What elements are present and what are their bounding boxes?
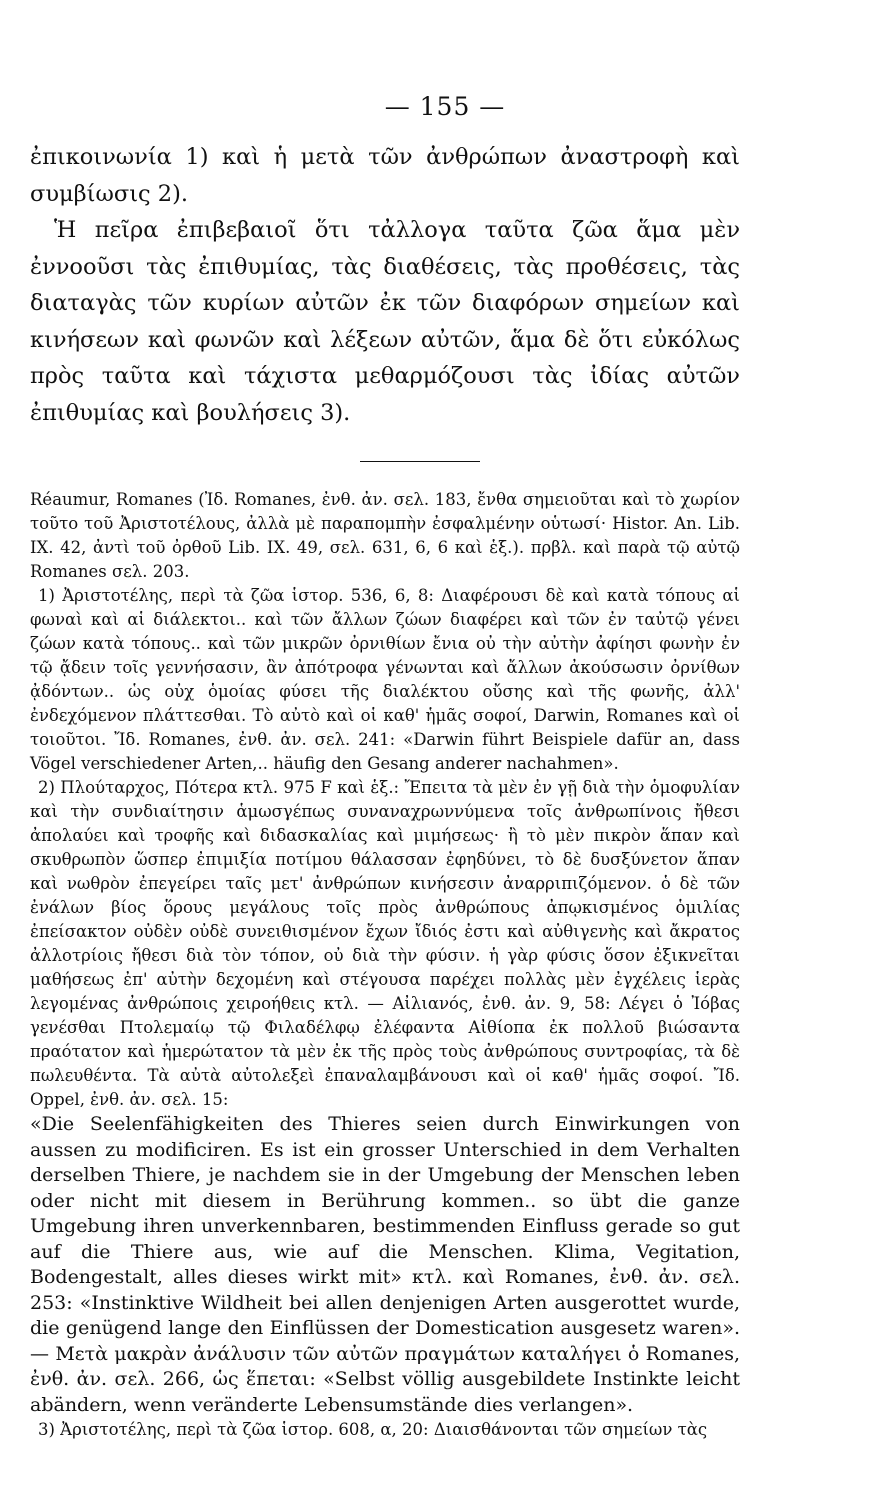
- main-text: [30, 139, 740, 431]
- footnote-2: 2) Πλούταρχος, Πότερα κτλ. 975 F καὶ ἑξ.: Ἔπειτα τὰ μὲν ἐν γῇ διὰ τὴν ὁμοφυλίαν καὶ τὴν συνδιαίτησιν ἁμωσγέπως συναναχρωννύμενα τοῖς ἀνθρωπίνοις ἤθεσι ἀπολαύει καὶ τροφῆς καὶ διδασκαλίας καὶ μιμήσεως· ἢ τὸ μὲν πικρὸν ἅπαν καὶ σκυθρωπὸν ὥσπερ ἐπιμιξία ποτίμου θάλασσαν ἐφηδύνει, τὸ δὲ δυσξύνετον ἅπαν καὶ νωθρὸν ἐπεγείρει ταῖς μετ' ἀνθρώπων κινήσεσιν ἀναρριπιζόμενον. ὁ δὲ τῶν ἐνάλων βίος ὅρους μεγάλους τοῖς πρὸς ἀνθρώπους ἀπῳκισμένος ὁμιλίας ἐπείσακτον οὐδὲν οὐδὲ συνειθισμένον ἔχων ἴδιός ἐστι καὶ αὐθιγενὴς καὶ ἄκρατος ἀλλοτρίοις ἤθεσι διὰ τὸν τόπον, οὐ διὰ τὴν φύσιν. ἡ γὰρ φύσις ὅσον ἐξικνεῖται μαθήσεως ἐπ' αὐτὴν δεχομένη καὶ στέγουσα παρέχει πολλὰς μὲν ἐγχέλεις ἱερὰς λεγομένας ἀνθρώποις χειροήθεις κτλ. — Αἰλιανός, ἐνθ. ἀν. 9, 58: Λέγει ὁ Ἰόβας γενέσθαι Πτολεμαίῳ τῷ Φιλαδέλφῳ ἐλέφαντα Αἰθίοπα ἐκ πολλοῦ βιώσαντα πραότατον καὶ ἡμερώτατον τὰ μὲν ἐκ τῆς πρὸς τοὺς ἀνθρώπους συντροφίας, τὰ δὲ πωλευθέντα. Τὰ αὐτὰ αὐτολεξεὶ ἐπαναλαμβάνουσι καὶ οἱ καθ' ἡμᾶς σοφοί. Ἴδ. Oppel, ἐνθ. ἀν. σελ. 15:: [30, 778, 740, 1109]
- footnote-2-german-quote: «Die Seelenfähigkeiten des Thieres seien durch Einwirkungen von aussen zu modificiren. Es ist ein grosser Unterschied in dem Verhalten derselben Thiere, je nachdem sie in der Umgebung der Menschen leben oder nicht mit diesem in Berührung kommen.. so übt die ganze Umgebung ihren unverkennbaren, bestimmenden Einfluss gerade so gut auf die Thiere aus, wie auf die Menschen. Klima, Vegitation, Bodengestalt, alles dieses wirkt mit» κτλ. καὶ Romanes, ἐνθ. ἀν. σελ. 253: «Instinktive Wildheit bei allen denjenigen Arten ausgerottet wurde, die genügend lange den Einflüssen der Domestication ausgesetz waren». — Μετὰ μακρὰν ἀνάλυσιν τῶν αὐτῶν πραγμάτων καταλήγει ὁ Romanes, ἐνθ. ἀν. σελ. 266, ὡς ἕπεται: «Selbst völlig ausgebildete Instinkte leicht abändern, wenn veränderte Lebensumstände dies verlangen».: [30, 1113, 740, 1416]
- footnote-divider: [360, 461, 480, 462]
- page-number: — 155 —: [384, 92, 506, 121]
- footnotes: [30, 488, 740, 1442]
- footnote: Réaumur, Romanes (Ἰδ. Romanes, ἐνθ. ἀν. σελ. 183, ἔνθα σημειοῦται καὶ τὸ χωρίον τοῦτο τοῦ Ἀριστοτέλους, ἀλλὰ μὲ παραπομπὴν ἐσφαλμένην οὑτωσί· Histor. An. Lib. IX. 42, ἀντὶ τοῦ ὀρθοῦ Lib. IX. 49, σελ. 631, 6, 6 καὶ ἑξ.). πρβλ. καὶ παρὰ τῷ αὐτῷ Romanes σελ. 203.: [30, 490, 740, 581]
- main-paragraph: ἐπικοινωνία 1) καὶ ἡ μετὰ τῶν ἀνθρώπων ἀναστροφὴ καὶ συμβίωσις 2).: [30, 144, 740, 207]
- footnote-3: 3) Ἀριστοτέλης, περὶ τὰ ζῶα ἱστορ. 608, α, 20: Διαισθάνονται τῶν σημείων τὰς: [38, 1420, 708, 1439]
- footnote-1: 1) Ἀριστοτέλης, περὶ τὰ ζῶα ἱστορ. 536, 6, 8: Διαφέρουσι δὲ καὶ κατὰ τόπους αἱ φωναὶ καὶ αἱ διάλεκτοι.. καὶ τῶν ἄλλων ζώων διαφέρει καὶ τῶν ἐν ταὐτῷ γένει ζώων κατὰ τόπους.. καὶ τῶν μικρῶν ὀρνιθίων ἔνια οὐ τὴν αὐτὴν ἀφίησι φωνὴν ἐν τῷ ᾄδειν τοῖς γεννήσασιν, ἂν ἀπότροφα γένωνται καὶ ἄλλων ἀκούσωσιν ὀρνίθων ᾀδόντων.. ὡς οὐχ ὁμοίας φύσει τῆς διαλέκτου οὔσης καὶ τῆς φωνῆς, ἀλλ' ἐνδεχόμενον πλάττεσθαι. Τὸ αὐτὸ καὶ οἱ καθ' ἡμᾶς σοφοί, Darwin, Romanes καὶ οἱ τοιοῦτοι. Ἴδ. Romanes, ἐνθ. ἀν. σελ. 241: «Darwin führt Beispiele dafür an, dass Vögel verschiedener Arten,.. häufig den Gesang anderer nachahmen».: [30, 586, 740, 773]
- main-paragraph: Ἡ πεῖρα ἐπιβεβαιοῖ ὅτι τἀλλογα ταῦτα ζῶα ἅμα μὲν ἐννοοῦσι τὰς ἐπιθυμίας, τὰς διαθέσεις, τὰς προθέσεις, τὰς διαταγὰς τῶν κυρίων αὐτῶν ἐκ τῶν διαφόρων σημείων καὶ κινήσεων καὶ φωνῶν καὶ λέξεων αὐτῶν, ἅμα δὲ ὅτι εὐκόλως πρὸς ταῦτα καὶ τάχιστα μεθαρμόζουσι τὰς ἰδίας αὐτῶν ἐπιθυμίας καὶ βουλήσεις 3).: [30, 217, 740, 426]
